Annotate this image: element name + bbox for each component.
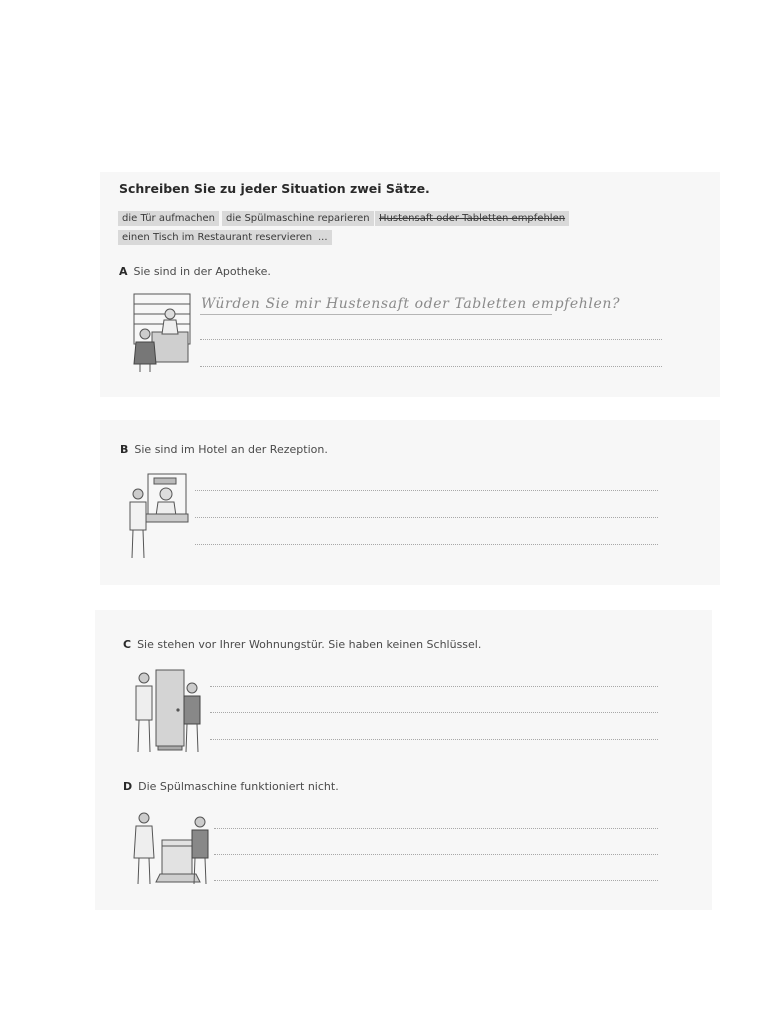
- situation-b: [120, 443, 328, 456]
- dishwasher-repair-illustration: [130, 808, 214, 888]
- situation-text: Sie sind in der Apotheke.: [133, 265, 271, 278]
- situation-text: Die Spülmaschine funktioniert nicht.: [138, 780, 339, 793]
- hotel-reception-illustration: [124, 470, 190, 562]
- word-chip-used: Hustensaft oder Tabletten empfehlen: [375, 211, 569, 226]
- word-chip: ...: [314, 230, 332, 245]
- answer-line[interactable]: [210, 739, 658, 740]
- situation-letter: A: [119, 265, 128, 278]
- answer-line[interactable]: [210, 712, 658, 713]
- situation-a: [119, 265, 271, 278]
- answer-line[interactable]: [195, 544, 658, 545]
- situation-letter: C: [123, 638, 132, 651]
- answer-line[interactable]: [214, 880, 658, 881]
- situation-letter: B: [120, 443, 129, 456]
- answer-line[interactable]: [210, 686, 658, 687]
- situation-d: [123, 780, 339, 793]
- word-chip: einen Tisch im Restaurant reservieren: [118, 230, 316, 245]
- word-chip: die Spülmaschine reparieren: [222, 211, 374, 226]
- answer-line[interactable]: [200, 339, 662, 340]
- answer-line[interactable]: [214, 828, 658, 829]
- situation-text: Sie stehen vor Ihrer Wohnungstür. Sie haben keinen Schlüssel.: [137, 638, 482, 651]
- pharmacy-illustration: [132, 292, 194, 374]
- example-answer: Würden Sie mir Hustensaft oder Tabletten empfehlen?: [201, 296, 621, 312]
- answer-line[interactable]: [200, 366, 662, 367]
- answer-line[interactable]: [214, 854, 658, 855]
- situation-letter: D: [123, 780, 133, 793]
- word-chip: die Tür aufmachen: [118, 211, 219, 226]
- answer-line[interactable]: [195, 490, 658, 491]
- situation-c: [123, 638, 481, 651]
- situation-text: Sie sind im Hotel an der Rezeption.: [134, 443, 328, 456]
- answer-line-example: [200, 314, 552, 315]
- answer-line[interactable]: [195, 517, 658, 518]
- exercise-instruction: Schreiben Sie zu jeder Situation zwei Sätze.: [119, 181, 430, 196]
- locked-door-illustration: [130, 664, 206, 758]
